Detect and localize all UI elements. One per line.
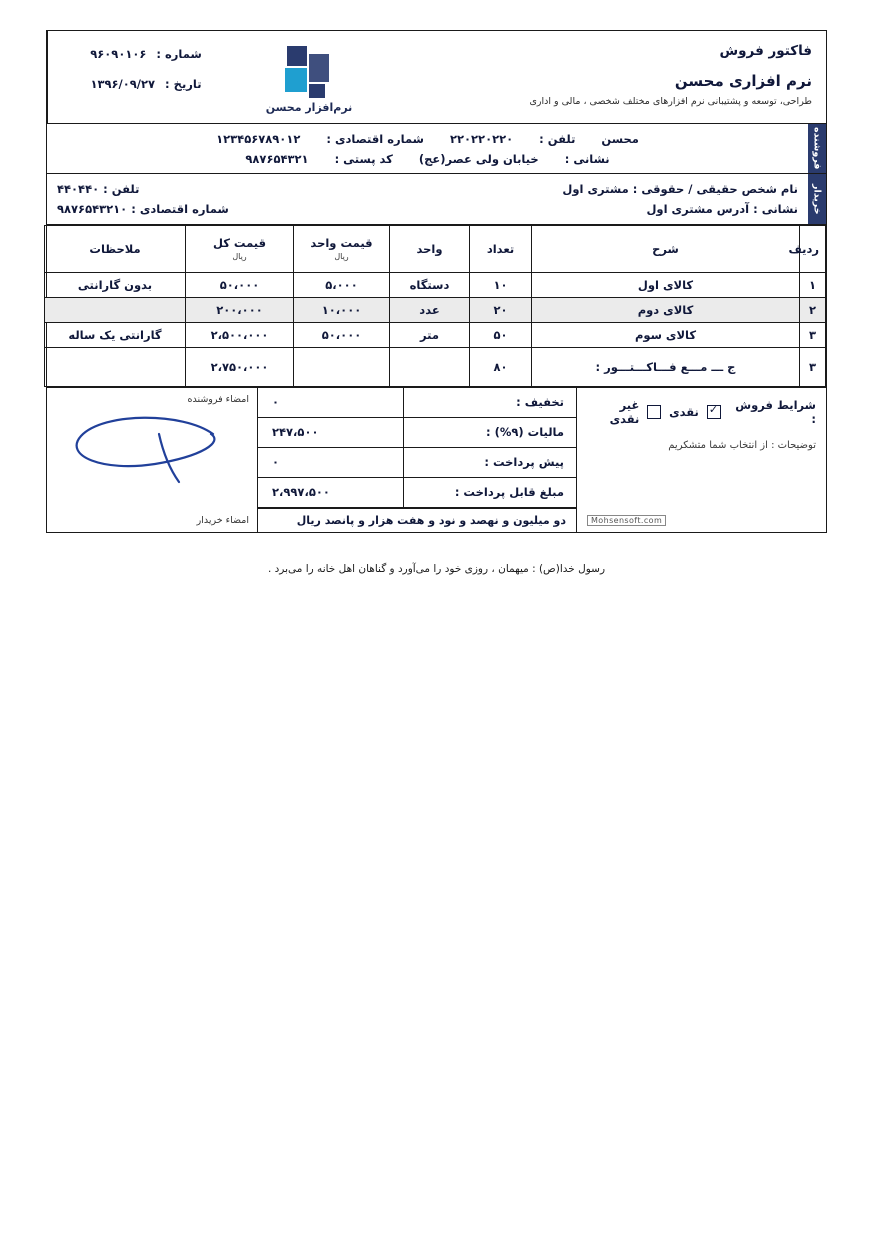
signature-scribble-icon xyxy=(63,406,257,492)
summary-block xyxy=(258,388,576,532)
buyer-name-group xyxy=(562,179,798,199)
invoice-date-row xyxy=(48,77,244,91)
invoice-footer xyxy=(47,387,826,532)
buyer-phone-value: ۴۴۰۴۴۰ xyxy=(57,182,100,197)
buyer-line-1 xyxy=(57,179,798,199)
col-row: ردیف xyxy=(800,225,826,272)
cell-note xyxy=(45,297,186,322)
buyer-phone-group xyxy=(57,179,139,199)
summary-label-payable: مبلغ قابل پرداخت : xyxy=(454,485,564,499)
buyer-phone-label: تلفن : xyxy=(103,182,140,197)
seller-address-value: خیابان ولی عصر(عج) xyxy=(418,152,539,167)
buyer-econ-value: ۹۸۷۶۵۴۳۲۱۰ xyxy=(57,202,128,217)
seller-postal-value: ۹۸۷۶۵۴۳۲۱ xyxy=(245,152,309,167)
invoice-number-value: ۹۶۰۹۰۱۰۶ xyxy=(90,47,147,61)
cell-desc: کالای اول xyxy=(532,272,800,297)
col-note: ملاحظات xyxy=(45,225,186,272)
total-row-note xyxy=(45,347,186,386)
logo-mark-icon xyxy=(279,46,339,98)
table-row xyxy=(45,297,826,322)
terms-description: توضیحات : از انتخاب شما متشکریم xyxy=(668,439,816,451)
buyer-address-group xyxy=(646,199,798,219)
seller-phone-label: تلفن : xyxy=(539,132,576,146)
cell-unit-price: ۵۰،۰۰۰ xyxy=(294,322,390,347)
signature-block xyxy=(47,388,258,532)
brand-watermark: Mohsensoft.com xyxy=(587,515,666,526)
cell-note: گارانتی یک ساله xyxy=(45,322,186,347)
col-total-price-currency: ریال xyxy=(232,252,247,261)
cell-qty: ۵۰ xyxy=(470,322,532,347)
total-row-unit-price xyxy=(294,347,390,386)
cell-row: ۱ xyxy=(800,272,826,297)
summary-label-prepaid: پیش پرداخت : xyxy=(484,455,564,469)
invoice-number-row xyxy=(48,47,244,61)
cell-unit-price: ۱۰،۰۰۰ xyxy=(294,297,390,322)
company-name: نرم افزاری محسن xyxy=(674,72,812,90)
buyer-tag: خریدار xyxy=(808,174,826,223)
noncash-checkbox[interactable] xyxy=(647,405,661,419)
summary-value-tax: ۲۴۷،۵۰۰ xyxy=(258,418,404,447)
summary-row-prepaid xyxy=(258,448,576,478)
col-desc: شرح xyxy=(532,225,800,272)
invoice-date-value: ۱۳۹۶/۰۹/۲۷ xyxy=(90,77,156,91)
table-row xyxy=(45,322,826,347)
col-unit: واحد xyxy=(390,225,470,272)
noncash-label: غیر نقدی xyxy=(609,397,640,426)
seller-signature-label: امضاء فروشنده xyxy=(187,393,249,405)
cell-qty: ۲۰ xyxy=(470,297,532,322)
cell-qty: ۱۰ xyxy=(470,272,532,297)
buyer-signature-label: امضاء خریدار xyxy=(196,514,249,526)
company-tagline: طراحی، توسعه و پشتیبانی نرم افزارهای مختلف شخصی ، مالی و اداری xyxy=(529,96,812,107)
seller-address-label: نشانی : xyxy=(564,152,610,167)
seller-econ-value: ۱۲۳۴۵۶۷۸۹۰۱۲ xyxy=(216,132,301,146)
cash-checkbox[interactable] xyxy=(707,405,721,419)
terms-block xyxy=(576,388,826,532)
seller-econ-label: شماره اقتصادی : xyxy=(326,132,424,146)
seller-phone-value: ۲۲۰۲۲۰۲۲۰ xyxy=(449,132,514,146)
items-table xyxy=(44,225,826,387)
col-total-price: قیمت کل ریال xyxy=(186,225,294,272)
buyer-section xyxy=(47,174,826,224)
seller-line-1 xyxy=(57,129,798,149)
total-row-total-price: ۲،۷۵۰،۰۰۰ xyxy=(186,347,294,386)
seller-body xyxy=(47,124,808,173)
summary-label-discount: تخفیف : xyxy=(516,395,564,409)
amount-in-words: دو میلیون و نهصد و نود و هفت هزار و پانصد ریال xyxy=(258,508,576,532)
cell-row: ۲ xyxy=(800,297,826,322)
table-total-row xyxy=(45,347,826,386)
sale-terms-row xyxy=(587,398,816,426)
cell-desc: کالای دوم xyxy=(532,297,800,322)
cell-note: بدون گارانتی xyxy=(45,272,186,297)
cash-label: نقدی xyxy=(669,404,699,419)
cell-unit: دستگاه xyxy=(390,272,470,297)
summary-value-payable: ۲،۹۹۷،۵۰۰ xyxy=(258,478,404,507)
items-table-header-row xyxy=(45,225,826,272)
cell-unit: عدد xyxy=(390,297,470,322)
cell-unit: متر xyxy=(390,322,470,347)
buyer-name-label: نام شخص حقیقی / حقوقی : xyxy=(632,182,798,197)
buyer-address-label: نشانی : xyxy=(753,202,798,217)
summary-label-tax: مالیات (۹%) : xyxy=(485,425,564,439)
footer-quote: رسول خدا(ص) : میهمان ، روزی خود را می‌آورد و گناهان اهل خانه را می‌برد . xyxy=(267,563,606,575)
summary-row-payable xyxy=(258,478,576,508)
invoice-number-label: شماره : xyxy=(156,47,202,61)
cell-total-price: ۲،۵۰۰،۰۰۰ xyxy=(186,322,294,347)
company-logo xyxy=(244,31,374,123)
total-row-index: ۳ xyxy=(800,347,826,386)
header-company-block xyxy=(374,31,826,123)
seller-line-2 xyxy=(57,149,798,169)
invoice-header xyxy=(47,31,826,124)
buyer-body xyxy=(47,174,808,223)
total-row-qty: ۸۰ xyxy=(470,347,532,386)
buyer-econ-group xyxy=(57,199,229,219)
cell-row: ۳ xyxy=(800,322,826,347)
header-meta-block xyxy=(47,31,244,123)
col-unit-price-currency: ریال xyxy=(334,252,349,261)
table-row xyxy=(45,272,826,297)
total-row-unit xyxy=(390,347,470,386)
total-row-label: ج ـــ مـــع فـــاکـــتـــور : xyxy=(532,347,800,386)
summary-value-prepaid: ۰ xyxy=(258,448,404,477)
summary-row-tax xyxy=(258,418,576,448)
seller-postal-label: کد پستی : xyxy=(334,152,393,167)
summary-row-discount xyxy=(258,388,576,418)
buyer-line-2 xyxy=(57,199,798,219)
page-title: فاکتور فروش xyxy=(719,43,812,59)
seller-name: محسن xyxy=(601,132,639,146)
cell-unit-price: ۵،۰۰۰ xyxy=(294,272,390,297)
seller-section xyxy=(47,124,826,174)
sale-terms-label: شرایط فروش : xyxy=(735,397,816,426)
invoice-sheet xyxy=(46,30,827,533)
col-unit-price: قیمت واحد ریال xyxy=(294,225,390,272)
buyer-address-value: آدرس مشتری اول xyxy=(646,202,750,217)
col-qty: تعداد xyxy=(470,225,532,272)
logo-text: نرم‌افزار محسن xyxy=(265,101,353,114)
buyer-name-value: مشتری اول xyxy=(562,182,629,197)
cell-total-price: ۲۰۰،۰۰۰ xyxy=(186,297,294,322)
cell-desc: کالای سوم xyxy=(532,322,800,347)
invoice-date-label: تاریخ : xyxy=(165,77,202,91)
summary-value-discount: ۰ xyxy=(258,388,404,417)
buyer-econ-label: شماره اقتصادی : xyxy=(131,202,229,217)
seller-tag: فروشنده xyxy=(808,124,826,173)
cell-total-price: ۵۰،۰۰۰ xyxy=(186,272,294,297)
